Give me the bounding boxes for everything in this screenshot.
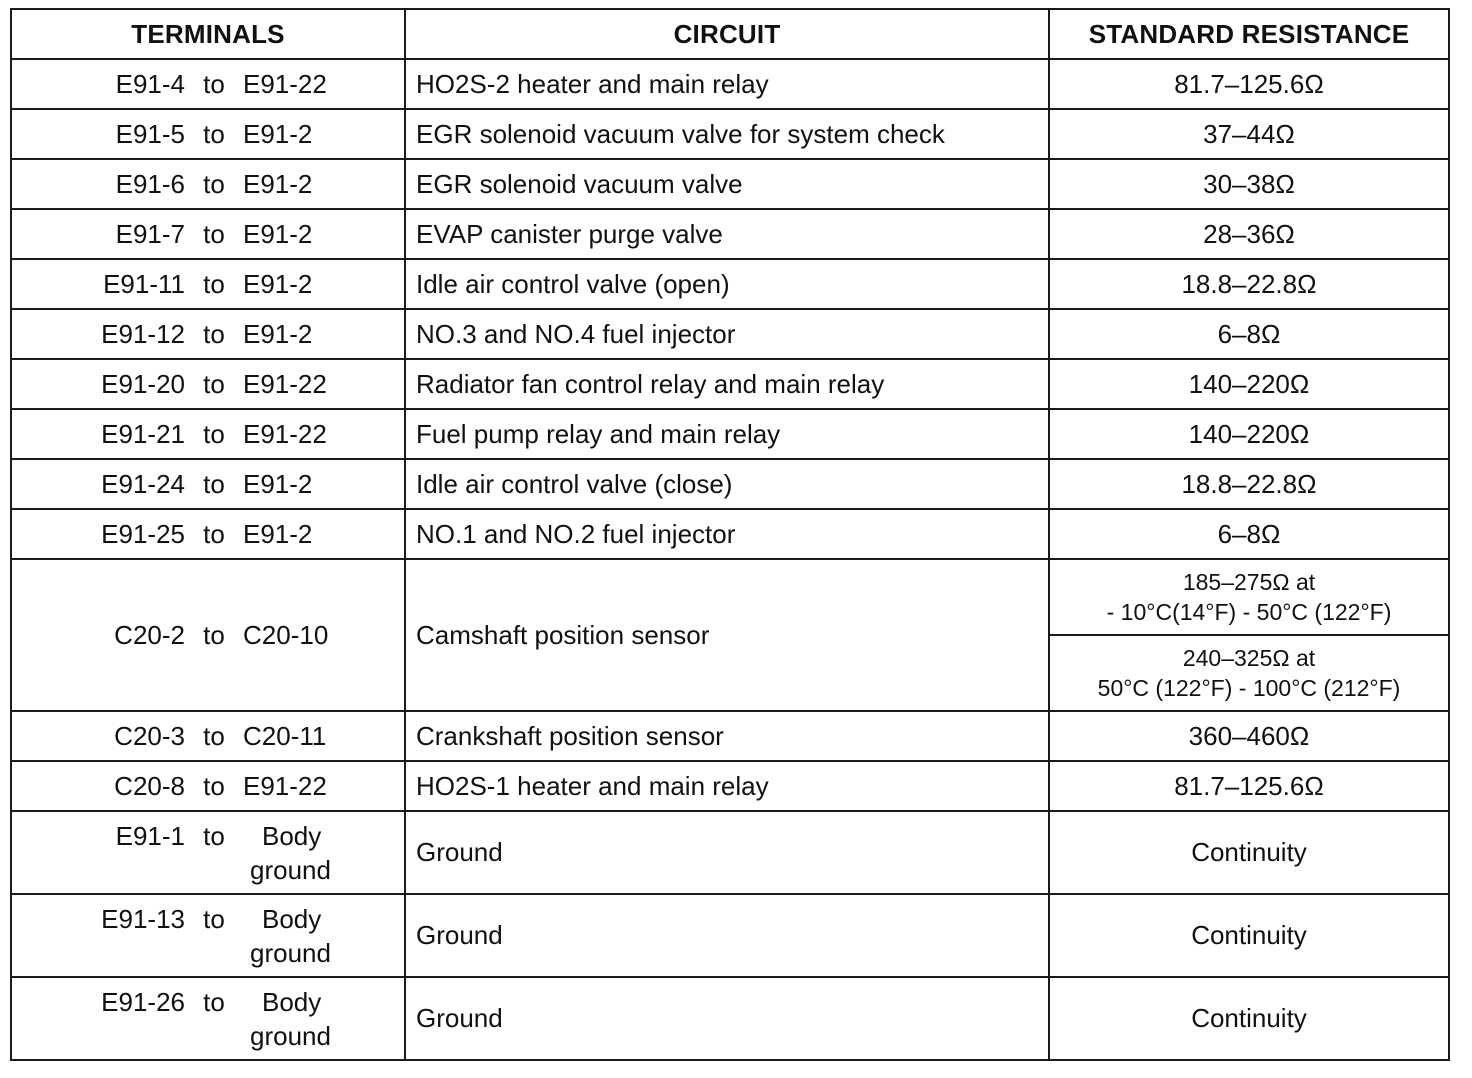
table-row-ground	[11, 977, 1449, 1060]
table-row	[11, 109, 1449, 159]
resistance-cell: 6–8Ω	[1049, 509, 1449, 559]
to-word: to	[203, 168, 225, 199]
terminal-to: E91-2	[243, 318, 313, 349]
terminal-resistance-table	[10, 8, 1450, 1061]
terminal-to	[243, 902, 404, 970]
resistance-cell: 6–8Ω	[1049, 309, 1449, 359]
terminal-from: E91-1	[115, 820, 185, 851]
terminal-to: E91-22	[243, 418, 327, 449]
terminals-cell	[11, 159, 405, 209]
circuit-cell: NO.1 and NO.2 fuel injector	[405, 509, 1049, 559]
terminal-from: E91-20	[101, 368, 185, 399]
terminal-to: E91-22	[243, 368, 327, 399]
terminal-from: E91-6	[115, 168, 185, 199]
header-circuit: CIRCUIT	[405, 9, 1049, 59]
terminal-to: E91-2	[243, 118, 313, 149]
table-row	[11, 59, 1449, 109]
terminals-cell	[11, 209, 405, 259]
resistance-cell: Continuity	[1049, 811, 1449, 894]
terminal-from: E91-11	[103, 268, 185, 299]
to-word: to	[203, 68, 225, 99]
terminals-cell	[11, 59, 405, 109]
terminal-from: E91-4	[115, 68, 185, 99]
terminals-cell	[11, 559, 405, 711]
to-word: to	[203, 720, 225, 751]
terminal-from: C20-8	[114, 770, 185, 801]
terminal-to-line1: Body	[262, 820, 322, 851]
resistance-cell: 18.8–22.8Ω	[1049, 259, 1449, 309]
resistance-range: 240–325Ω at	[1182, 645, 1316, 671]
terminal-to-line2: ground	[250, 937, 331, 968]
terminal-from: E91-25	[101, 518, 185, 549]
resistance-cell: 81.7–125.6Ω	[1049, 761, 1449, 811]
circuit-cell: NO.3 and NO.4 fuel injector	[405, 309, 1049, 359]
terminals-cell	[11, 359, 405, 409]
terminal-to-line1: Body	[262, 986, 322, 1017]
resistance-cell-high-temp	[1049, 635, 1449, 711]
to-word: to	[203, 118, 225, 149]
terminal-from: E91-21	[101, 418, 185, 449]
resistance-cell: 30–38Ω	[1049, 159, 1449, 209]
terminal-to: E91-2	[243, 218, 313, 249]
terminal-to: E91-2	[243, 468, 313, 499]
terminal-to	[243, 819, 404, 887]
table-row-ground	[11, 811, 1449, 894]
terminal-to: E91-2	[243, 168, 313, 199]
terminal-from: E91-12	[101, 318, 185, 349]
resistance-cell: 140–220Ω	[1049, 409, 1449, 459]
to-word: to	[203, 619, 225, 650]
circuit-cell: Camshaft position sensor	[405, 559, 1049, 711]
circuit-cell: Idle air control valve (open)	[405, 259, 1049, 309]
terminal-to: E91-2	[243, 268, 313, 299]
to-word: to	[203, 986, 225, 1017]
circuit-cell: HO2S-1 heater and main relay	[405, 761, 1049, 811]
terminal-to: E91-22	[243, 68, 327, 99]
terminal-from: E91-7	[115, 218, 185, 249]
circuit-cell: Radiator fan control relay and main relay	[405, 359, 1049, 409]
terminal-from: E91-24	[101, 468, 185, 499]
circuit-cell: Ground	[405, 977, 1049, 1060]
resistance-cell-low-temp	[1049, 559, 1449, 635]
terminal-from: C20-2	[114, 619, 185, 650]
table-row	[11, 309, 1449, 359]
terminals-cell	[11, 459, 405, 509]
table-row	[11, 459, 1449, 509]
terminal-to: E91-22	[243, 770, 327, 801]
to-word: to	[203, 368, 225, 399]
circuit-cell: EGR solenoid vacuum valve for system check	[405, 109, 1049, 159]
table-row	[11, 359, 1449, 409]
resistance-cell: 28–36Ω	[1049, 209, 1449, 259]
temperature-range: - 10°C(14°F) - 50°C (122°F)	[1106, 599, 1392, 625]
to-word: to	[203, 268, 225, 299]
resistance-cell: Continuity	[1049, 894, 1449, 977]
terminal-to: C20-11	[243, 720, 327, 751]
resistance-cell: 140–220Ω	[1049, 359, 1449, 409]
table-row	[11, 259, 1449, 309]
terminal-to-line2: ground	[250, 1020, 331, 1051]
terminals-cell	[11, 711, 405, 761]
terminal-to: C20-10	[243, 619, 329, 650]
table-row	[11, 711, 1449, 761]
to-word: to	[203, 903, 225, 934]
to-word: to	[203, 468, 225, 499]
terminal-from: E91-13	[101, 903, 185, 934]
table-row	[11, 761, 1449, 811]
table-row	[11, 209, 1449, 259]
circuit-cell: Crankshaft position sensor	[405, 711, 1049, 761]
terminal-to-line2: ground	[250, 854, 331, 885]
terminal-to	[243, 985, 404, 1053]
header-terminals: TERMINALS	[11, 9, 405, 59]
terminal-from: E91-5	[115, 118, 185, 149]
header-standard-resistance: STANDARD RESISTANCE	[1049, 9, 1449, 59]
circuit-cell: HO2S-2 heater and main relay	[405, 59, 1049, 109]
circuit-cell: EGR solenoid vacuum valve	[405, 159, 1049, 209]
terminal-to: E91-2	[243, 518, 313, 549]
terminals-cell	[11, 761, 405, 811]
table-row	[11, 159, 1449, 209]
resistance-cell: 360–460Ω	[1049, 711, 1449, 761]
table-row-camshaft	[11, 559, 1449, 635]
terminal-from: E91-26	[101, 986, 185, 1017]
to-word: to	[203, 418, 225, 449]
terminal-from: C20-3	[114, 720, 185, 751]
circuit-cell: EVAP canister purge valve	[405, 209, 1049, 259]
temperature-range: 50°C (122°F) - 100°C (212°F)	[1097, 675, 1401, 701]
resistance-cell: 81.7–125.6Ω	[1049, 59, 1449, 109]
circuit-cell: Ground	[405, 811, 1049, 894]
to-word: to	[203, 770, 225, 801]
circuit-cell: Fuel pump relay and main relay	[405, 409, 1049, 459]
resistance-cell: Continuity	[1049, 977, 1449, 1060]
table-row-ground	[11, 894, 1449, 977]
to-word: to	[203, 318, 225, 349]
table-row	[11, 409, 1449, 459]
resistance-range: 185–275Ω at	[1182, 569, 1316, 595]
to-word: to	[203, 218, 225, 249]
terminals-cell	[11, 894, 405, 977]
resistance-spec-page	[10, 8, 1448, 1061]
resistance-cell: 37–44Ω	[1049, 109, 1449, 159]
terminals-cell	[11, 109, 405, 159]
to-word: to	[203, 820, 225, 851]
resistance-cell: 18.8–22.8Ω	[1049, 459, 1449, 509]
table-row	[11, 509, 1449, 559]
header-row	[11, 9, 1449, 59]
terminals-cell	[11, 509, 405, 559]
terminal-to-line1: Body	[262, 903, 322, 934]
terminals-cell	[11, 977, 405, 1060]
circuit-cell: Idle air control valve (close)	[405, 459, 1049, 509]
terminals-cell	[11, 811, 405, 894]
to-word: to	[203, 518, 225, 549]
terminals-cell	[11, 309, 405, 359]
terminals-cell	[11, 259, 405, 309]
terminals-cell	[11, 409, 405, 459]
circuit-cell: Ground	[405, 894, 1049, 977]
